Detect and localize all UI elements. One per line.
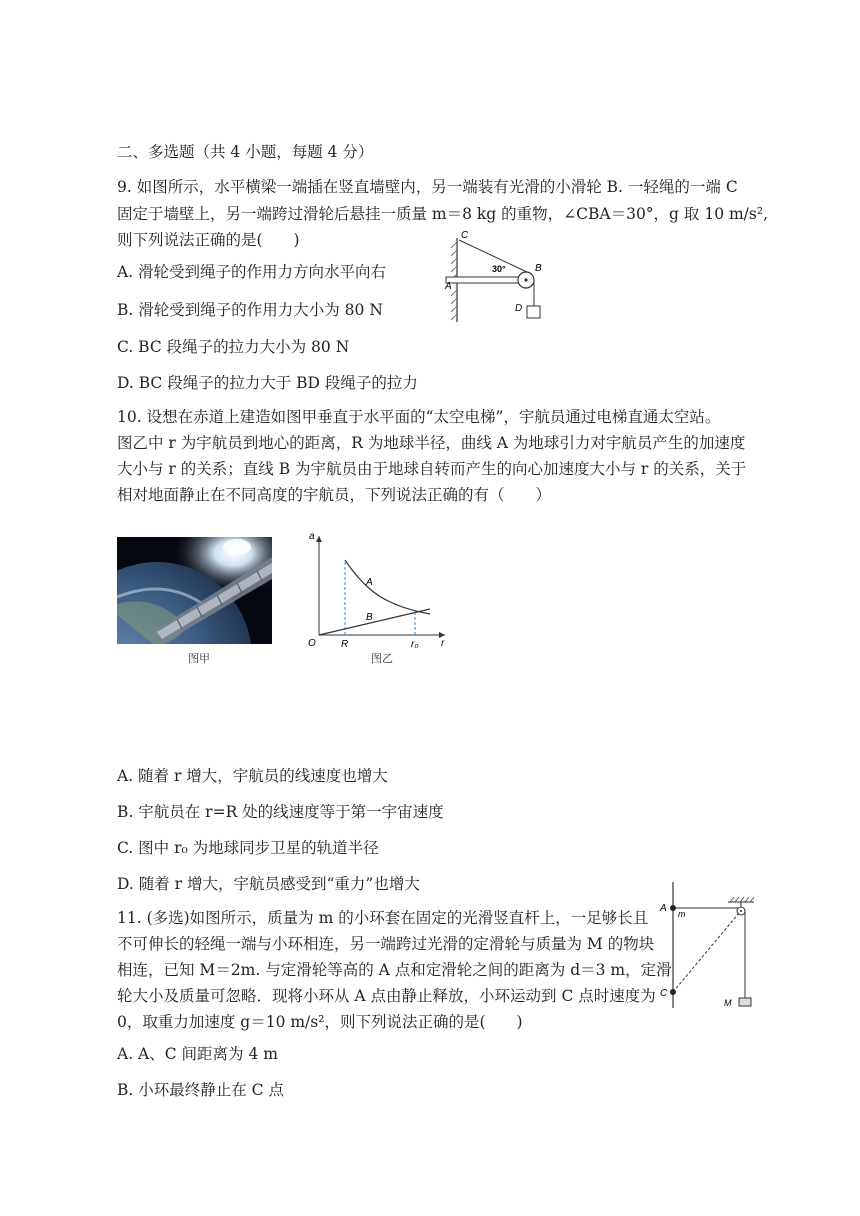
- label-angle: 30°: [492, 264, 506, 274]
- q9-option-d: D. BC 段绳子的拉力大于 BD 段绳子的拉力: [117, 374, 418, 392]
- axis-a-label: a: [309, 531, 315, 542]
- q11-stem-line3: 相连，已知 M＝2m. 与定滑轮等高的 A 点和定滑轮之间的距离为 d＝3 m，定滑: [117, 961, 672, 979]
- q11-option-a: A. A、C 间距离为 4 m: [117, 1045, 278, 1063]
- ring-at-a: [670, 905, 676, 911]
- q9-option-a: A. 滑轮受到绳子的作用力方向水平向右: [117, 263, 387, 281]
- caption-fig-jia: 图甲: [188, 652, 210, 665]
- space-elevator-image: [117, 537, 272, 644]
- q11-stem-line4: 轮大小及质量可忽略．现将小环从 A 点由静止释放，小环运动到 C 点时速度为: [117, 987, 656, 1005]
- r-big-label: R: [341, 639, 349, 650]
- q10-stem-line4: 相对地面静止在不同高度的宇航员，下列说法正确的有（ ）: [117, 486, 552, 504]
- q10-acceleration-graph: [305, 530, 450, 650]
- label-d: D: [515, 303, 523, 314]
- label-m-big: M: [724, 998, 732, 1008]
- q10-option-c: C. 图中 r₀ 为地球同步卫星的轨道半径: [117, 839, 379, 857]
- q11-ring-pulley-figure: [658, 880, 763, 1010]
- q9-option-c: C. BC 段绳子的拉力大小为 80 N: [117, 338, 350, 356]
- label-b: B: [535, 263, 542, 274]
- label-c: C: [461, 230, 469, 241]
- weight-block: [527, 306, 540, 318]
- q10-stem-line1: 10. 设想在赤道上建造如图甲垂直于水平面的“太空电梯”，宇航员通过电梯直通太空站。: [117, 408, 721, 426]
- q9-option-b: B. 滑轮受到绳子的作用力大小为 80 N: [117, 301, 383, 319]
- curve-a-label: A: [366, 577, 373, 588]
- q10-stem-line3: 大小与 r 的关系；直线 B 为宇航员由于地球自转而产生的向心加速度大小与 r 的关系，关于: [117, 460, 747, 478]
- q11-stem-line5: 0，取重力加速度 g＝10 m/s²，则下列说法正确的是( ): [117, 1013, 523, 1031]
- q10-option-b: B. 宇航员在 r=R 处的线速度等于第一宇宙速度: [117, 803, 444, 821]
- label-a: A: [660, 903, 667, 914]
- q11-stem-line1: 11. (多选)如图所示，质量为 m 的小环套在固定的光滑竖直杆上，一足够长且: [117, 909, 649, 927]
- origin-label: O: [308, 638, 316, 649]
- q9-stem-line2: 固定于墙壁上，另一端跨过滑轮后悬挂一质量 m＝8 kg 的重物，∠CBA＝30°，g 取 10 m/s²,: [117, 205, 769, 223]
- q10-stem-line2: 图乙中 r 为宇航员到地心的距离，R 为地球半径，曲线 A 为地球引力对宇航员产生的加速度: [117, 434, 746, 452]
- label-a: A: [445, 281, 452, 292]
- q10-option-d: D. 随着 r 增大，宇航员感受到“重力”也增大: [117, 875, 420, 893]
- label-c: C: [660, 988, 668, 999]
- q10-option-a: A. 随着 r 增大，宇航员的线速度也增大: [117, 767, 388, 785]
- line-b-label: B: [366, 612, 373, 623]
- ring-at-c: [670, 989, 676, 995]
- q9-pulley-figure: [440, 230, 550, 325]
- label-m-small: m: [678, 909, 686, 919]
- caption-fig-yi: 图乙: [371, 652, 393, 665]
- q11-stem-line2: 不可伸长的轻绳一端与小环相连，另一端跨过光滑的定滑轮与质量为 M 的物块: [117, 935, 655, 953]
- q11-option-b: B. 小环最终静止在 C 点: [117, 1081, 284, 1099]
- axis-r-label: r: [441, 638, 445, 649]
- q9-stem-line1: 9. 如图所示，水平横梁一端插在竖直墙壁内，另一端装有光滑的小滑轮 B. 一轻绳的一端 C: [117, 178, 738, 196]
- block-m: [739, 998, 751, 1006]
- section-title: 二、多选题（共 4 小题，每题 4 分）: [117, 143, 374, 161]
- q9-stem-line3: 则下列说法正确的是( ): [117, 231, 300, 249]
- r0-label: r₀: [411, 639, 419, 650]
